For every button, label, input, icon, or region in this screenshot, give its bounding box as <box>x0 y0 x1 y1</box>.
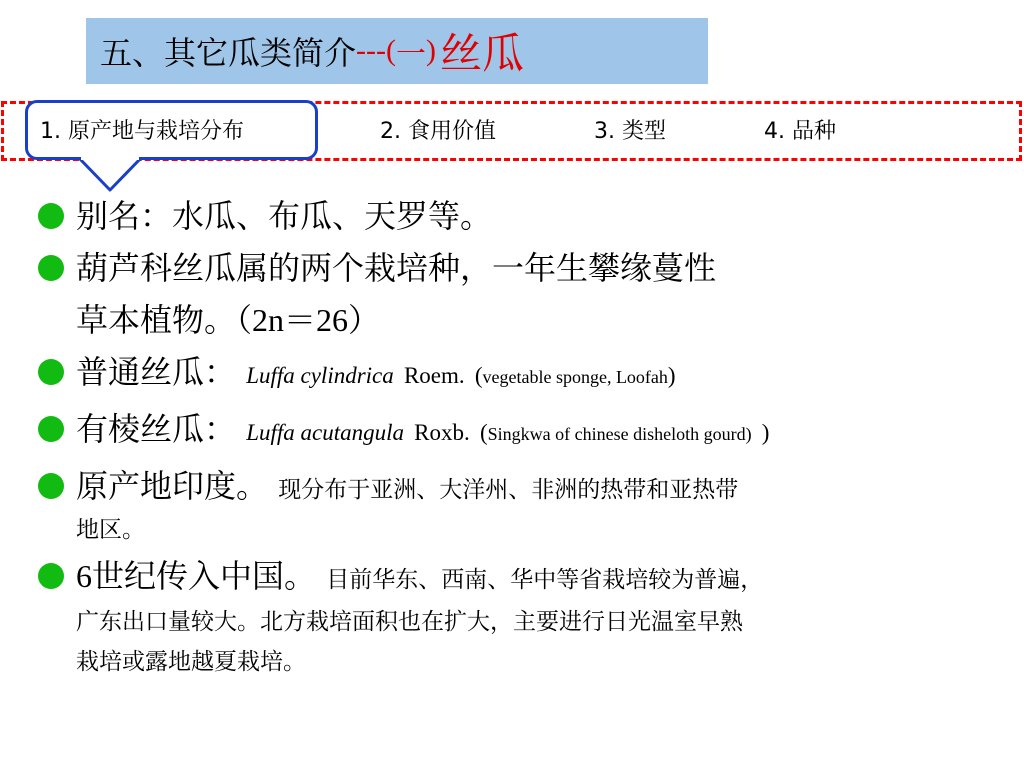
nav-item-varieties[interactable]: 4. 品种 <box>764 119 836 144</box>
title-main: 五、其它瓜类简介 <box>100 34 357 72</box>
bullet-introduction <box>36 550 986 606</box>
common-luffa-author: Roem. <box>403 363 465 388</box>
common-luffa-paren-close: ) <box>667 363 676 388</box>
bullet-common-luffa <box>36 346 986 403</box>
bullet-angled-luffa <box>36 403 986 460</box>
common-luffa-english: vegetable sponge, Loofah <box>482 367 668 387</box>
bullet-dot <box>38 203 64 229</box>
title-box <box>86 18 708 84</box>
nav-item-origin[interactable]: 1. 原产地与栽培分布 <box>40 119 244 144</box>
bullet-dot <box>38 473 64 499</box>
title-paren-num: 一 <box>396 37 426 72</box>
bullet-family <box>36 242 986 346</box>
introduction-detail: 目前华东、西南、华中等省栽培较为普遍， <box>326 567 764 593</box>
introduction-text: 世纪传入中国。 <box>92 557 317 595</box>
angled-luffa-line <box>76 403 986 460</box>
alias-text: 别名：水瓜、布瓜、天罗等。 <box>76 197 493 235</box>
bullet-dot <box>38 416 64 442</box>
title-dashes: --- <box>356 34 386 67</box>
title-topic: 丝瓜 <box>440 29 525 78</box>
introduction-continuation-2: 栽培或露地越夏栽培。 <box>76 649 306 675</box>
common-luffa-paren-open: ( <box>474 363 483 388</box>
bullet-dot <box>38 359 64 385</box>
common-luffa-line <box>76 346 986 403</box>
bullet-dot <box>38 563 64 589</box>
bullet-origin <box>36 460 986 516</box>
angled-luffa-english: Singkwa of chinese disheloth gourd) <box>487 424 752 444</box>
introduction-line <box>76 550 986 606</box>
common-luffa-label: 普通丝瓜： <box>76 353 237 391</box>
nav-item-types[interactable]: 3. 类型 <box>594 119 666 144</box>
angled-luffa-paren-open: ( <box>479 420 488 445</box>
title-paren-close: ) <box>426 34 436 67</box>
family-text-line1: 葫芦科丝瓜属的两个栽培种，一年生攀缘蔓性 <box>76 249 717 287</box>
introduction-century: 6 <box>76 558 92 594</box>
nav-item-edible-value[interactable]: 2. 食用价值 <box>380 119 496 144</box>
family-line2-cn: 草本植物。（ <box>76 301 253 339</box>
introduction-continuation-1: 广东出口量较大。北方栽培面积也在扩大，主要进行日光温室早熟 <box>76 609 743 635</box>
bullet-alias <box>36 190 986 242</box>
chromosome-count: 2n＝26 <box>252 302 349 338</box>
origin-text: 原产地印度。 <box>76 467 269 505</box>
origin-continuation: 地区。 <box>76 517 145 543</box>
angled-luffa-author: Roxb. <box>414 420 470 445</box>
origin-line <box>76 460 986 516</box>
family-line2-end: ） <box>348 301 381 339</box>
family-text-line2 <box>76 294 986 346</box>
common-luffa-latin: Luffa cylindrica <box>246 363 394 388</box>
angled-luffa-label: 有棱丝瓜： <box>76 410 237 448</box>
title-paren-open: ( <box>386 34 396 67</box>
origin-distribution: 现分布于亚洲、大洋州、非洲的热带和亚热带 <box>278 477 739 503</box>
angled-luffa-latin: Luffa acutangula <box>246 420 404 445</box>
bullet-list <box>36 190 986 682</box>
angled-luffa-paren-close: ) <box>761 420 770 445</box>
nav-callout-pointer <box>75 157 145 193</box>
bullet-dot <box>38 255 64 281</box>
